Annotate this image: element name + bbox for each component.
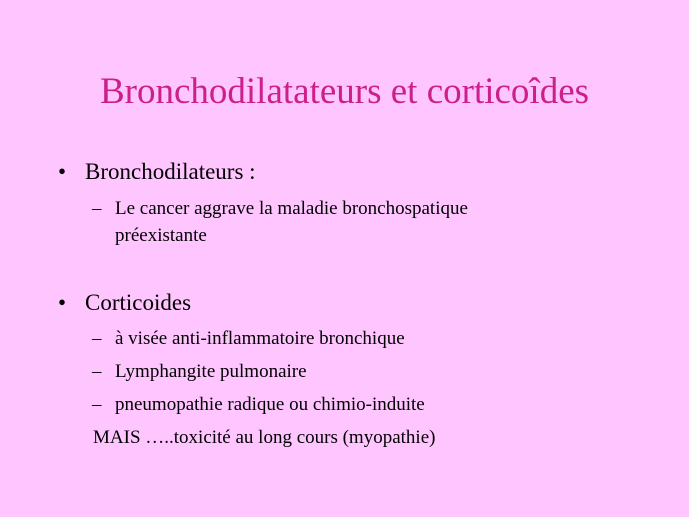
note-toxicite: MAIS …..toxicité au long cours (myopathie) [93, 427, 436, 448]
bullet-corticoides [58, 289, 191, 317]
sub-bullet-lymphangite [92, 358, 307, 385]
bullet-heading: Bronchodilateurs : [85, 159, 256, 184]
bullet-heading: Corticoides [85, 290, 192, 315]
sub-bullet-text: pneumopathie radique ou chimio-induite [115, 394, 425, 415]
sub-bullet-marker: – [92, 198, 102, 219]
sub-bullet-text: Lymphangite pulmonaire [115, 361, 307, 382]
sub-bullet-marker: – [92, 394, 102, 415]
sub-bullet-marker: – [92, 328, 102, 349]
sub-bullet-anti-inflammatoire [92, 325, 405, 352]
sub-bullet-continuation: préexistante [115, 225, 207, 246]
bullet-marker: • [58, 290, 67, 315]
bullet-marker: • [58, 159, 67, 184]
bullet-bronchodilateurs [58, 158, 256, 186]
sub-bullet-text: Le cancer aggrave la maladie bronchospatique [115, 198, 468, 219]
sub-bullet-marker: – [92, 361, 102, 382]
sub-bullet-text: à visée anti-inflammatoire bronchique [115, 328, 405, 349]
slide-title: Bronchodilatateurs et corticoîdes [99, 71, 590, 112]
sub-bullet-pneumopathie [92, 391, 425, 418]
sub-bullet-cancer [92, 195, 468, 222]
